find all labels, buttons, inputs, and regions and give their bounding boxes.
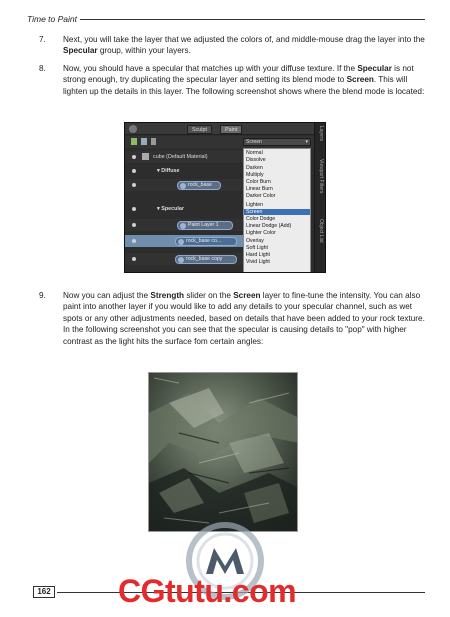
blend-option[interactable]: Lighten	[246, 202, 264, 208]
layer-thumb-icon	[178, 257, 184, 263]
visibility-eye-icon[interactable]	[132, 207, 136, 211]
visibility-eye-icon[interactable]	[132, 183, 136, 187]
panel-tab-bar	[125, 123, 315, 135]
step-7	[35, 34, 425, 57]
step-number: 8.	[39, 64, 46, 73]
layer-thumb-icon	[178, 239, 184, 245]
blend-option[interactable]: Normal	[246, 150, 263, 156]
app-logo-icon	[129, 125, 137, 133]
watermark-text: CGtutu.com	[118, 573, 297, 609]
layer-row-selected[interactable]: rock_base co...	[125, 235, 243, 247]
blend-option[interactable]: Color Burn	[246, 179, 271, 185]
step-text: Now, you should have a specular that matches up with your diffuse texture. If the Specular is not strong enough, try duplicating the specular layer and setting its blend mode to Screen. This will lighten up the details in this layer. The following screenshot shows where the blend mode is located:	[63, 64, 425, 96]
blend-option[interactable]: Linear Dodge (Add)	[246, 223, 292, 229]
blend-option[interactable]: Linear Burn	[246, 186, 273, 192]
blend-option[interactable]: Color Dodge	[246, 216, 276, 222]
rock-texture-render	[148, 372, 298, 532]
duplicate-layer-icon[interactable]	[141, 138, 147, 145]
layer-group-row[interactable]: ▾ Specular	[125, 203, 243, 215]
visibility-eye-icon[interactable]	[132, 223, 136, 227]
chapter-title: Time to Paint	[27, 14, 77, 24]
visibility-eye-icon[interactable]	[132, 257, 136, 261]
blend-mode-dropdown[interactable]	[243, 148, 311, 273]
layer-row[interactable]: rock_base copy	[125, 253, 243, 265]
side-tab-object-list[interactable]: Object List	[318, 219, 324, 243]
step-9	[35, 290, 425, 347]
layer-thumb-icon	[180, 183, 186, 189]
blend-option[interactable]: Hard Light	[246, 252, 270, 258]
new-layer-icon[interactable]	[131, 138, 137, 145]
blend-option[interactable]: Multiply	[246, 172, 264, 178]
layer-row[interactable]: Paint Layer 1	[125, 219, 243, 231]
layer-group-row[interactable]: ▾ Diffuse	[125, 165, 243, 177]
blend-option[interactable]: Dissolve	[246, 157, 266, 163]
visibility-eye-icon[interactable]	[132, 169, 136, 173]
visibility-eye-icon[interactable]	[132, 239, 136, 243]
blend-mode-select[interactable]: Screen ▾	[243, 138, 311, 146]
blend-option[interactable]: Lighter Color	[246, 230, 276, 236]
side-tab-layers[interactable]: Layers	[318, 126, 324, 142]
step-text: Next, you will take the layer that we adjusted the colors of, and middle-mouse drag the layer into the Specular group, within your layers.	[63, 35, 425, 56]
tab-paint[interactable]: Paint	[220, 125, 242, 134]
layer-row[interactable]: rock_base	[125, 179, 243, 191]
panel-side-tabs	[314, 123, 325, 273]
header-rule	[80, 19, 425, 20]
step-number: 9.	[39, 291, 46, 300]
layer-thumb-icon	[180, 223, 186, 229]
running-header	[27, 12, 425, 26]
side-tab-viewport-filters[interactable]: Viewport Filters	[318, 159, 324, 194]
step-number: 7.	[39, 35, 46, 44]
page-number: 162	[33, 586, 55, 598]
layer-row[interactable]: cube (Default Material)	[125, 151, 243, 163]
mesh-icon	[142, 153, 149, 160]
blend-option[interactable]: Vivid Light	[246, 259, 270, 265]
step-8	[35, 63, 425, 97]
tab-sculpt[interactable]: Sculpt	[187, 125, 212, 134]
visibility-eye-icon[interactable]	[132, 155, 136, 159]
blend-option[interactable]: Darker Color	[246, 193, 276, 199]
delete-layer-icon[interactable]	[151, 138, 156, 145]
step-text: Now you can adjust the Strength slider on the Screen layer to fine-tune the intensity. You can also paint into another layer if you would like to add any details to your specular channel, such as wet spots or any other adjustments needed, based on details that have been added to your rock texture. In the following screenshot you can see that the specular is causing details to "pop" with higher contrast as the light hits the surface fom certain angles:	[63, 291, 425, 346]
blend-option[interactable]: Overlay	[246, 238, 264, 244]
chevron-down-icon: ▾	[305, 139, 308, 145]
layers-panel-screenshot	[124, 122, 326, 273]
blend-option-selected[interactable]: Screen	[244, 209, 310, 215]
blend-option[interactable]: Darken	[246, 165, 263, 171]
blend-option[interactable]: Soft Light	[246, 245, 268, 251]
